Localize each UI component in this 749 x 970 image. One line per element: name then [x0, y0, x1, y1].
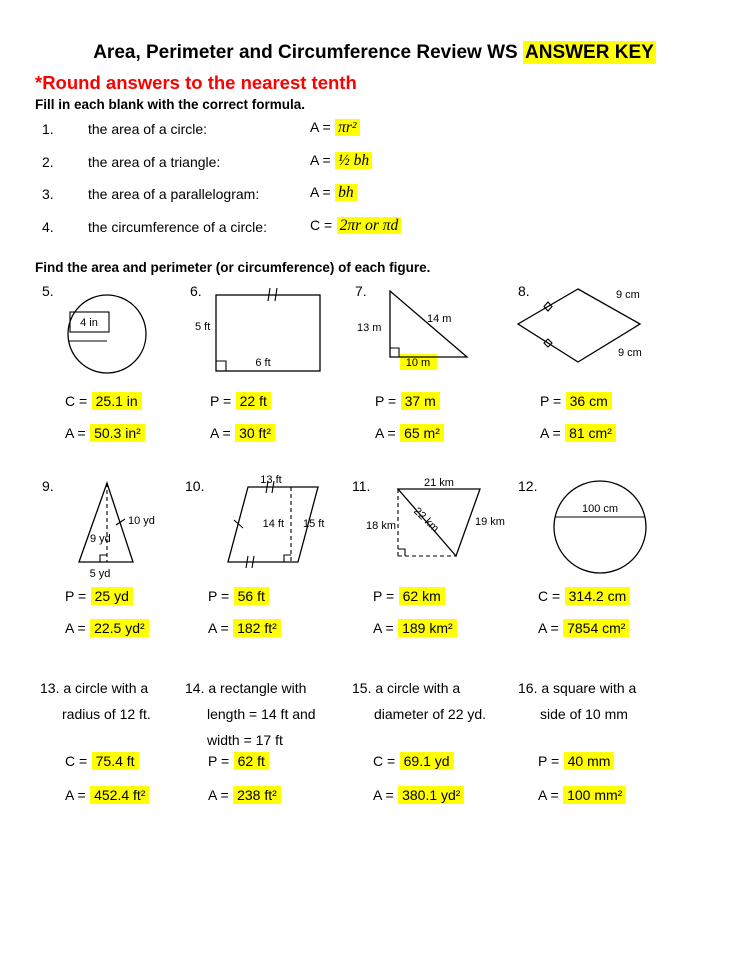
- page-title: [0, 42, 749, 64]
- formula-1-number: 1.: [42, 121, 54, 137]
- p9-perimeter-answer: [65, 588, 133, 606]
- p15-a-label: A =: [373, 787, 394, 803]
- right-angle-marker: [398, 549, 405, 556]
- diagonal-label: 22 km: [411, 505, 441, 535]
- p13-area-answer: [65, 787, 149, 805]
- leg-label: 13 m: [357, 322, 382, 334]
- right-angle-marker: [100, 555, 107, 562]
- side-label: 15 ft: [303, 518, 325, 530]
- problem-13-text: [40, 675, 151, 727]
- p6-p-value: 22 ft: [236, 392, 271, 410]
- p16-area-answer: [538, 787, 626, 805]
- p14-area-answer: [208, 787, 281, 805]
- p6-perimeter-answer: [210, 393, 271, 411]
- height-label: 5 ft: [195, 321, 211, 333]
- p10-perimeter-answer: [208, 588, 269, 606]
- formula-4-number: 4.: [42, 219, 54, 235]
- p9-a-value: 22.5 yd²: [90, 619, 149, 637]
- p5-a-label: A =: [65, 425, 86, 441]
- problem-8-number: 8.: [518, 283, 530, 299]
- p13-line1: 13. a circle with a: [40, 680, 149, 696]
- rhombus-figure-8: [515, 282, 655, 377]
- p9-a-label: A =: [65, 620, 86, 636]
- problem-15-text: [352, 675, 486, 727]
- top-side-label: 9 cm: [616, 289, 640, 301]
- problem-14-text: [185, 675, 316, 753]
- p7-p-value: 37 m: [401, 392, 440, 410]
- top-label: 13 ft: [260, 474, 282, 486]
- triangle-shape: [79, 483, 133, 562]
- p14-p-value: 62 ft: [234, 752, 269, 770]
- formula-4-value: 2πr or πd: [337, 217, 402, 234]
- p5-area-answer: [65, 425, 145, 443]
- p11-a-value: 189 km²: [398, 619, 457, 637]
- problem-5-number: 5.: [42, 283, 54, 299]
- p16-p-label: P =: [538, 753, 560, 769]
- problem-11-number: 11.: [352, 478, 371, 494]
- height-label: 18 km: [366, 520, 396, 532]
- right-angle-marker: [284, 555, 291, 562]
- formula-1-prompt: the area of a circle:: [88, 121, 208, 137]
- p10-area-answer: [208, 620, 281, 638]
- p14-perimeter-answer: [208, 753, 269, 771]
- p7-a-label: A =: [375, 425, 396, 441]
- p7-p-label: P =: [375, 393, 397, 409]
- formula-4-lhs: C =: [310, 217, 333, 233]
- formula-3-answer: [310, 184, 357, 202]
- p13-c-label: C =: [65, 753, 88, 769]
- answer-key-highlight: ANSWER KEY: [525, 42, 654, 63]
- p5-circumference-answer: [65, 393, 142, 411]
- p11-p-value: 62 km: [399, 587, 445, 605]
- rounding-note: *Round answers to the nearest tenth: [35, 72, 357, 93]
- problem-12-number: 12.: [518, 478, 538, 494]
- formula-1-value: πr²: [335, 119, 359, 136]
- p13-a-value: 452.4 ft²: [90, 786, 149, 804]
- p15-line2: diameter of 22 yd.: [374, 706, 487, 722]
- p8-a-label: A =: [540, 425, 561, 441]
- p15-c-label: C =: [373, 753, 396, 769]
- p9-area-answer: [65, 620, 149, 638]
- p10-a-label: A =: [208, 620, 229, 636]
- p15-a-value: 380.1 yd²: [398, 786, 464, 804]
- p16-line1: 16. a square with a: [518, 680, 637, 696]
- p8-p-label: P =: [540, 393, 562, 409]
- circle-shape: [68, 295, 146, 373]
- right-angle-marker: [390, 348, 399, 357]
- right-angle-marker: [216, 361, 226, 371]
- height-label: 9 yd: [90, 533, 111, 545]
- p9-p-label: P =: [65, 588, 87, 604]
- p5-a-value: 50.3 in²: [90, 424, 145, 442]
- p6-a-label: A =: [210, 425, 231, 441]
- circle-figure-12: [548, 476, 656, 578]
- p14-a-label: A =: [208, 787, 229, 803]
- p12-c-label: C =: [538, 588, 561, 604]
- figures-instruction: Find the area and perimeter (or circumference) of each figure.: [35, 260, 431, 275]
- formula-3-value: bh: [335, 184, 357, 201]
- p15-line1: 15. a circle with a: [352, 680, 461, 696]
- p10-a-value: 182 ft²: [233, 619, 281, 637]
- p10-p-label: P =: [208, 588, 230, 604]
- p9-p-value: 25 yd: [91, 587, 133, 605]
- p6-area-answer: [210, 425, 275, 443]
- diameter-label: 100 cm: [581, 503, 619, 515]
- p7-a-value: 65 m²: [400, 424, 444, 442]
- problem-9-number: 9.: [42, 478, 54, 494]
- p13-line2: radius of 12 ft.: [62, 706, 151, 722]
- p8-area-answer: [540, 425, 616, 443]
- problem-7-number: 7.: [355, 283, 367, 299]
- rectangle-figure-6: [195, 286, 330, 378]
- base-label: 5 yd: [89, 568, 111, 580]
- parallelogram-figure-10: [222, 472, 342, 577]
- p8-p-value: 36 cm: [566, 392, 612, 410]
- bottom-side-label: 9 cm: [618, 347, 642, 359]
- formula-2-prompt: the area of a triangle:: [88, 154, 221, 170]
- p16-p-value: 40 mm: [564, 752, 615, 770]
- formula-1-answer: [310, 119, 360, 137]
- circle-shape: [554, 481, 646, 573]
- p5-c-label: C =: [65, 393, 88, 409]
- p13-c-value: 75.4 ft: [92, 752, 139, 770]
- page-title-text: Area, Perimeter and Circumference Review WS: [93, 42, 518, 63]
- p7-perimeter-answer: [375, 393, 440, 411]
- fill-instruction: Fill in each blank with the correct formula.: [35, 97, 306, 112]
- triangle-figure-11: [365, 476, 510, 568]
- formula-3-lhs: A =: [310, 184, 331, 200]
- side-label: 10 yd: [128, 515, 155, 527]
- formula-2-lhs: A =: [310, 152, 331, 168]
- side-label: 19 km: [475, 516, 505, 528]
- p12-c-value: 314.2 cm: [565, 587, 631, 605]
- p7-area-answer: [375, 425, 444, 443]
- right-triangle-figure-7: [355, 284, 490, 384]
- p10-p-value: 56 ft: [234, 587, 269, 605]
- problem-6-number: 6.: [190, 283, 202, 299]
- p16-a-label: A =: [538, 787, 559, 803]
- p12-circumference-answer: [538, 588, 630, 606]
- circle-figure-5: [62, 292, 154, 380]
- formula-2-number: 2.: [42, 154, 54, 170]
- radius-label: 4 in: [80, 317, 98, 329]
- triangle-figure-9: [70, 478, 180, 582]
- p16-line2: side of 10 mm: [540, 706, 628, 722]
- p11-a-label: A =: [373, 620, 394, 636]
- p13-circumference-answer: [65, 753, 139, 771]
- p8-a-value: 81 cm²: [565, 424, 616, 442]
- p13-a-label: A =: [65, 787, 86, 803]
- p14-line1: 14. a rectangle with: [185, 680, 307, 696]
- p14-p-label: P =: [208, 753, 230, 769]
- formula-1-lhs: A =: [310, 119, 331, 135]
- p6-p-label: P =: [210, 393, 232, 409]
- base-label: 6 ft: [255, 357, 271, 369]
- p6-a-value: 30 ft²: [235, 424, 275, 442]
- formula-3-prompt: the area of a parallelogram:: [88, 186, 260, 202]
- p12-a-label: A =: [538, 620, 559, 636]
- formula-2-answer: [310, 152, 372, 170]
- p8-perimeter-answer: [540, 393, 612, 411]
- formula-2-value: ½ bh: [335, 152, 372, 169]
- hypotenuse-label: 14 m: [427, 313, 452, 325]
- top-label: 21 km: [424, 477, 454, 489]
- p11-perimeter-answer: [373, 588, 445, 606]
- problem-10-number: 10.: [185, 478, 205, 494]
- p15-c-value: 69.1 yd: [400, 752, 454, 770]
- height-label: 14 ft: [262, 518, 284, 530]
- p15-circumference-answer: [373, 753, 454, 771]
- p12-area-answer: [538, 620, 629, 638]
- triangle-shape: [398, 489, 480, 556]
- formula-4-prompt: the circumference of a circle:: [88, 219, 267, 235]
- p16-perimeter-answer: [538, 753, 614, 771]
- p14-a-value: 238 ft²: [233, 786, 281, 804]
- p14-line3: width = 17 ft: [207, 732, 283, 748]
- p5-c-value: 25.1 in: [92, 392, 142, 410]
- p15-area-answer: [373, 787, 464, 805]
- p11-p-label: P =: [373, 588, 395, 604]
- formula-4-answer: [310, 217, 401, 235]
- base-label: 10 m: [405, 357, 431, 369]
- p12-a-value: 7854 cm²: [563, 619, 629, 637]
- p14-line2: length = 14 ft and: [207, 706, 316, 722]
- formula-3-number: 3.: [42, 186, 54, 202]
- p11-area-answer: [373, 620, 457, 638]
- p16-a-value: 100 mm²: [563, 786, 626, 804]
- problem-16-text: [518, 675, 636, 727]
